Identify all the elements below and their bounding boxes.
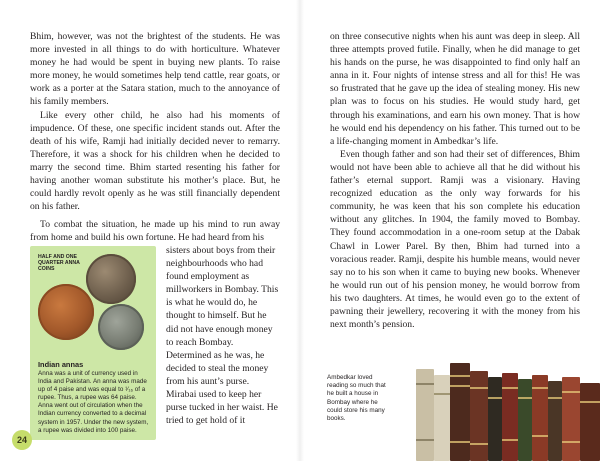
quarter-anna-coin-image bbox=[86, 254, 136, 304]
silver-anna-coin-image bbox=[98, 304, 144, 350]
book-spine bbox=[532, 375, 548, 461]
info-box-indian-annas bbox=[30, 246, 156, 440]
book-spine bbox=[450, 363, 470, 461]
left-body-text-mid bbox=[30, 218, 280, 244]
book-spine bbox=[548, 381, 562, 461]
book-spine bbox=[416, 369, 434, 461]
page-number-badge: 24 bbox=[12, 430, 32, 450]
left-body-text-column bbox=[166, 244, 280, 427]
book-spine bbox=[470, 371, 488, 461]
coin-photo-label: HALF AND ONE QUARTER ANNA COINS bbox=[38, 254, 80, 273]
right-page bbox=[300, 0, 600, 461]
book-spine bbox=[488, 377, 502, 461]
info-box-heading: Indian annas bbox=[38, 360, 84, 369]
paragraph: To combat the situation, he made up his mind to run away from home and build his own fortune. He had heard from his bbox=[30, 219, 280, 244]
book-spine bbox=[580, 383, 600, 461]
book-spine bbox=[562, 377, 580, 461]
paragraph: Like every other child, he also had his moments of impudence. Of these, one specific incident stands out. After the death of his wife, Ramji had initially decided never to remarry. Therefore, it was a shock for his children when he decided to marry the second time. Bhim started resenting his father for having another woman substitute his mother’s place. But, he could hardly revolt openly as he was still financially dependent on his father. bbox=[30, 109, 280, 213]
left-body-text-top bbox=[30, 30, 280, 213]
paragraph: Even though father and son had their set of differences, Bhim would not have been able to achieve all that he did without his father’s eternal support. Ramji was a visionary. Having recognized education as the only way forwards for his community, he was keen that his son complete his education without any glitches. In 1904, the family moved to Bombay. They found accommodation in a one-room setup at the Dabak Chawl in Lower Parel. By then, Bhim had turned into a voracious reader. Ramji, despite his humble means, would never say no to his son when it came to buying new books. Whenever he would run out of his pension money, he would borrow from his two daughters. At times, he would even go to the extent of pawning their jewellery, recovering it with the money from his next month’s pension. bbox=[330, 148, 580, 331]
book-spine bbox=[434, 375, 450, 461]
right-body-text bbox=[330, 30, 580, 331]
copper-anna-coin-image bbox=[38, 284, 94, 340]
paragraph: on three consecutive nights when his aunt was deep in sleep. All three attempts proved futile. Finally, when he did manage to get his hands on the purse, he was disappointed to find only half an anna in it. Four nights of intense stress and all for this! He was so frustrated that he gave up the idea of stealing money. His new plan was to focus on his studies. He would study hard, get through his examinations, and earn his own money. That is how he would end his dependency on his father. This turned out to be a life-changing moment in Ambedkar’s life. bbox=[330, 31, 580, 147]
info-box-body: Anna was a unit of currency used in India and Pakistan. An anna was made up of 4 paise and was equal to ¹⁄₁₆ of a rupee. Thus, a rupee was 64 paise. Anna went out of circulation when the Indian currency converted to a decimal system in 1957. Under the new system, a rupee was divided into 100 paise. bbox=[38, 370, 149, 434]
book-spine bbox=[518, 379, 532, 461]
paragraph: sisters about boys from their neighbourhoods who had found employment as millworkers in Bombay. This is what he would do, he thought to himself. But he did not have enough money to reach Bombay. Determined as he was, he decided to steal the money from his aunt’s purse. Mirabai used to keep her purse tucked in her waist. He tried to get hold of it bbox=[166, 245, 279, 427]
books-illustration bbox=[416, 358, 600, 461]
book-spine bbox=[502, 373, 518, 461]
paragraph: Bhim, however, was not the brightest of the students. He was more invested in all things to do with horticulture. Whatever money he had would be spent in buying new plants. To raise more money, he would sometimes help tend cattle, rear goats, or work as a porter at the Satara station, much to the annoyance of his family members. bbox=[30, 31, 280, 108]
books-caption: Ambedkar loved reading so much that he built a house in Bombay where he could store his many books. bbox=[327, 374, 386, 423]
